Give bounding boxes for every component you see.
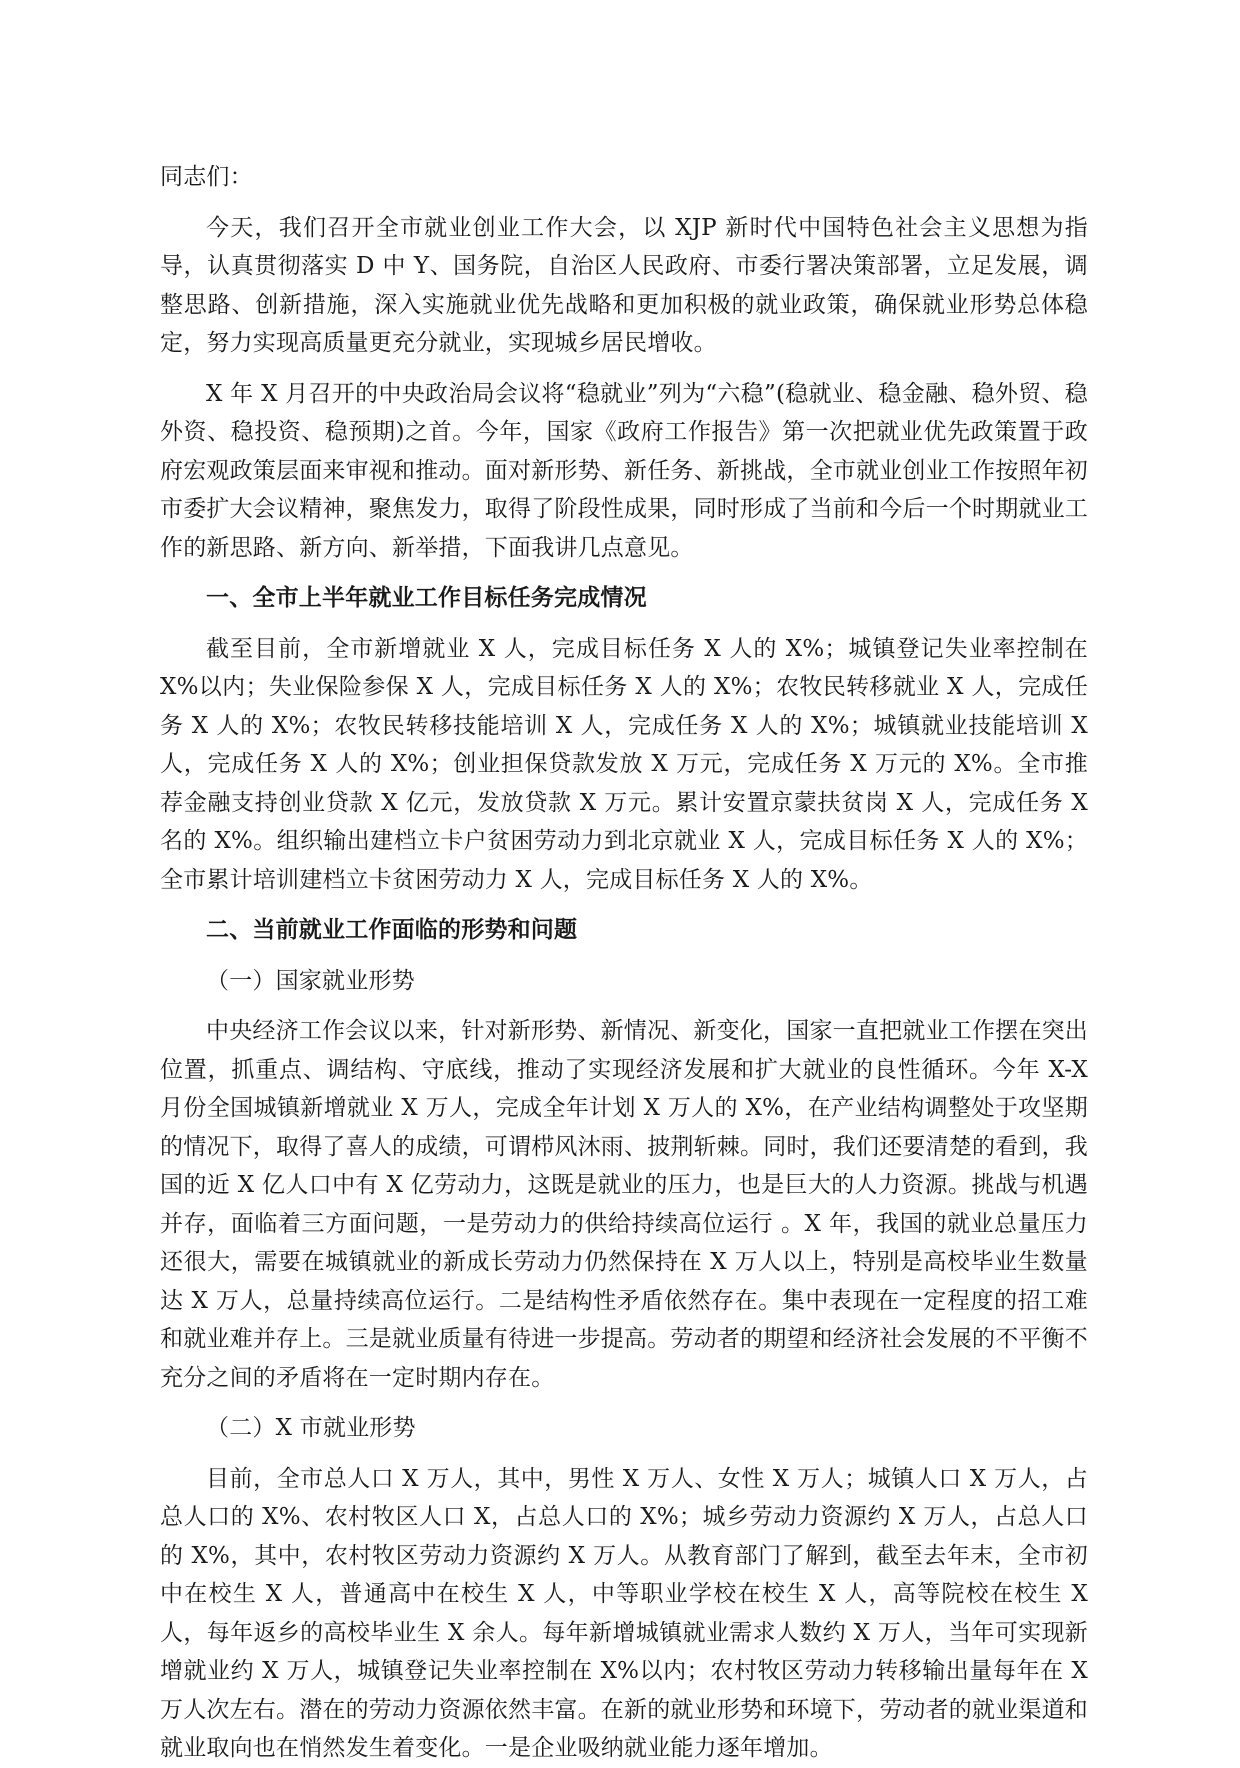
section-1-body: 截至目前，全市新增就业 X 人，完成目标任务 X 人的 X%；城镇登记失业率控制在 X%以内；失业保险参保 X 人，完成目标任务 X 人的 X%；农牧民转移就业 X 人，完成任务 X 人的 X%；农牧民转移技能培训 X 人，完成任务 X 人的 X%；城镇就业技能培训 X 人，完成任务 X 人的 X%；创业担保贷款发放 X 万元，完成任务 X 万元的 X%。全市推荐金融支持创业贷款 X 亿元，发放贷款 X 万元。累计安置京蒙扶贫岗 X 人，完成任务 X 名的 X%。组织输出建档立卡户贫困劳动力到北京就业 X 人，完成目标任务 X 人的 X%；全市累计培训建档立卡贫困劳动力 X 人，完成目标任务 X 人的 X%。 bbox=[160, 635, 1088, 893]
intro-paragraph-1: 今天，我们召开全市就业创业工作大会，以 XJP 新时代中国特色社会主义思想为指导，认真贯彻落实 D 中 Y、国务院，自治区人民政府、市委行署决策部署，立足发展，调整思路、创新措施，深入实施就业优先战略和更加积极的就业政策，确保就业形势总体稳定，努力实现高质量更充分就业，实现城乡居民增收。 bbox=[160, 214, 1088, 356]
section-2-subheading-1: （一）国家就业形势 bbox=[206, 967, 415, 994]
document-page bbox=[160, 158, 1088, 1768]
section-2-subheading-2: （二）X 市就业形势 bbox=[206, 1415, 416, 1441]
section-1-heading: 一、全市上半年就业工作目标任务完成情况 bbox=[206, 585, 647, 611]
section-2-heading: 二、当前就业工作面临的形势和问题 bbox=[206, 917, 578, 943]
section-2-subsection-1-body: 中央经济工作会议以来，针对新形势、新情况、新变化，国家一直把就业工作摆在突出位置，抓重点、调结构、守底线，推动了实现经济发展和扩大就业的良性循环。今年 X-X 月份全国城镇新增就业 X 万人，完成全年计划 X 万人的 X%，在产业结构调整处于攻坚期的情况下，取得了喜人的成绩，可谓栉风沐雨、披荆斩棘。同时，我们还要清楚的看到，我国的近 X 亿人口中有 X 亿劳动力，这既是就业的压力，也是巨大的人力资源。挑战与机遇并存，面临着三方面问题，一是劳动力的供给持续高位运行 。X 年，我国的就业总量压力还很大，需要在城镇就业的新成长劳动力仍然保持在 X 万人以上，特别是高校毕业生数量达 X 万人，总量持续高位运行。二是结构性矛盾依然存在。集中表现在一定程度的招工难和就业难并存上。三是就业质量有待进一步提高。劳动者的期望和经济社会发展的不平衡不充分之间的矛盾将在一定时期内存在。 bbox=[160, 1018, 1088, 1391]
salutation: 同志们： bbox=[160, 164, 253, 190]
section-2-subsection-2-body: 目前，全市总人口 X 万人，其中，男性 X 万人、女性 X 万人；城镇人口 X 万人，占总人口的 X%、农村牧区人口 X，占总人口的 X%；城乡劳动力资源约 X 万人，占总人口的 X%，其中，农村牧区劳动力资源约 X 万人。从教育部门了解到，截至去年末，全市初中在校生 X 人，普通高中在校生 X 人，中等职业学校在校生 X 人，高等院校在校生 X 人，每年返乡的高校毕业生 X 余人。每年新增城镇就业需求人数约 X 万人，当年可实现新增就业约 X 万人，城镇登记失业率控制在 X%以内；农村牧区劳动力转移输出量每年在 X 万人次左右。潜在的劳动力资源依然丰富。在新的就业形势和环境下，劳动者的就业渠道和就业取向也在悄然发生着变化。一是企业吸纳就业能力逐年增加。 bbox=[160, 1465, 1088, 1761]
intro-paragraph-2: X 年 X 月召开的中央政治局会议将“稳就业”列为“六稳”(稳就业、稳金融、稳外贸、稳外资、稳投资、稳预期)之首。今年，国家《政府工作报告》第一次把就业优先政策置于政府宏观政策层面来审视和推动。面对新形势、新任务、新挑战，全市就业创业工作按照年初市委扩大会议精神，聚焦发力，取得了阶段性成果，同时形成了当前和今后一个时期就业工作的新思路、新方向、新举措，下面我讲几点意见。 bbox=[160, 380, 1088, 561]
